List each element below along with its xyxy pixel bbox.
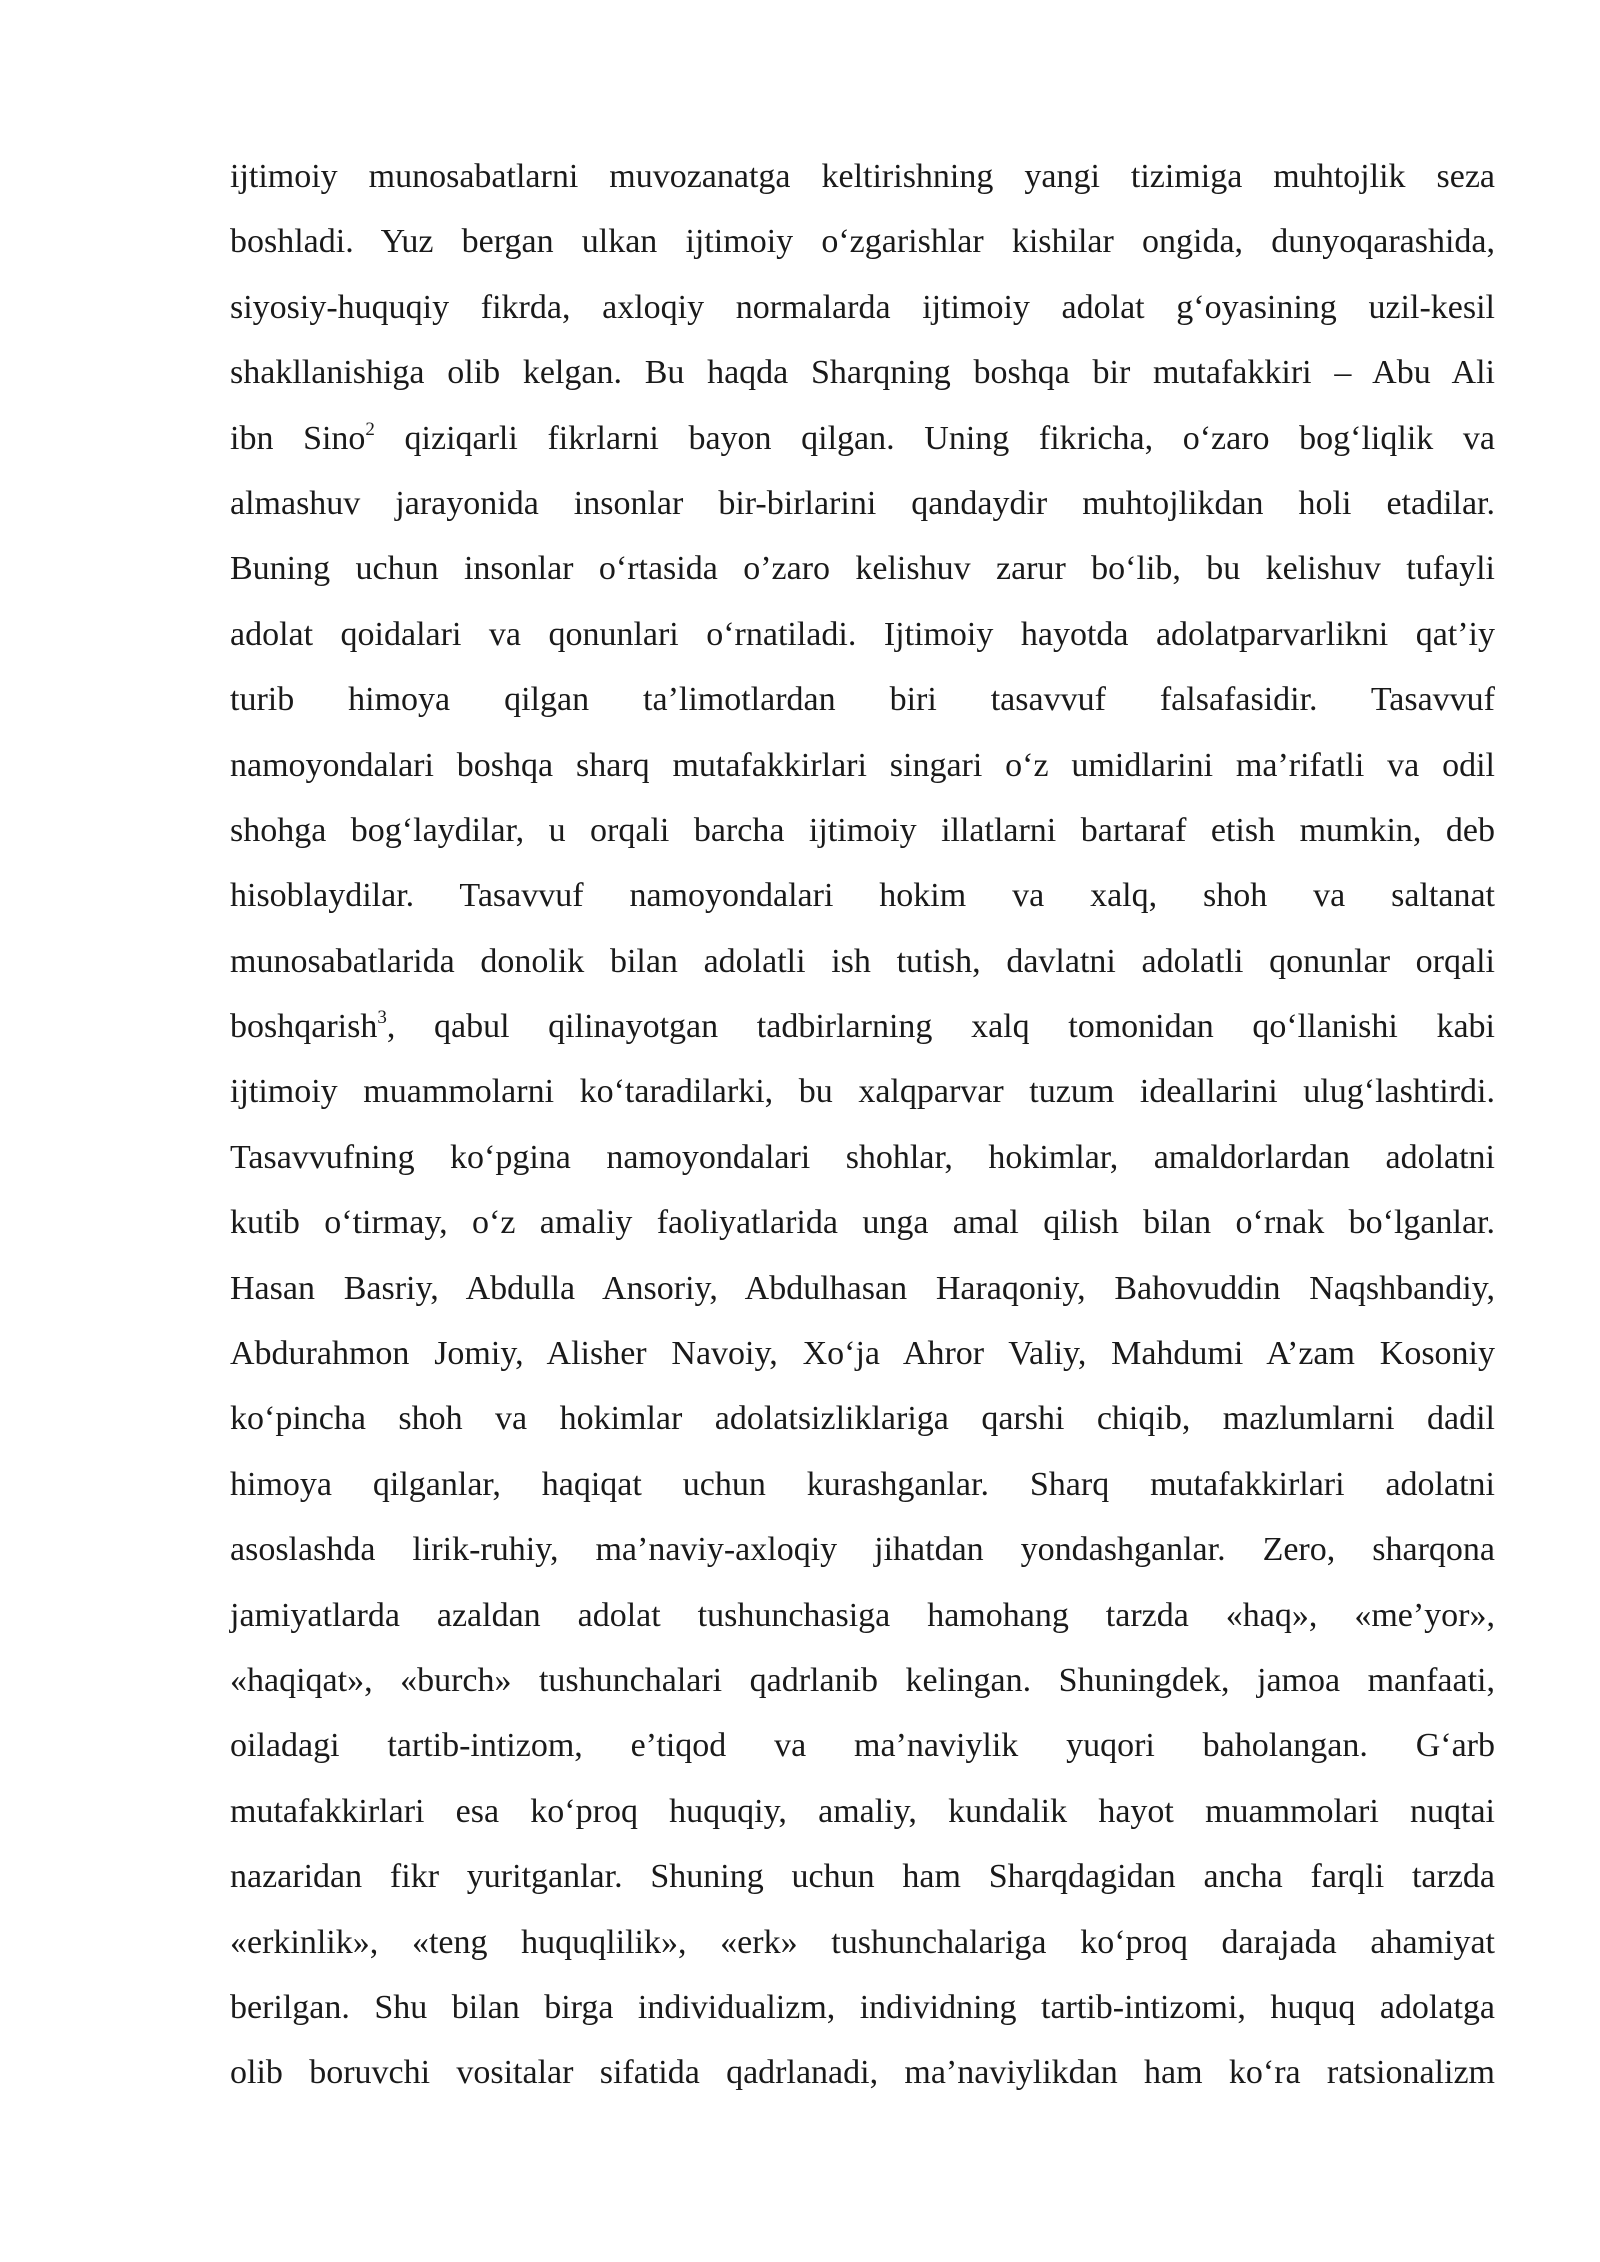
text-line: ijtimoiy muammolarni ko‘taradilarki, bu xalqparvar tuzum ideallarini ulug‘lashtirdi. — [230, 1073, 1495, 1111]
text-line: ijtimoiy munosabatlarni muvozanatga keltirishning yangi tizimiga muhtojlik seza — [230, 158, 1495, 195]
text-line: mutafakkirlari esa ko‘proq huquqiy, amaliy, kundalik hayot muammolari nuqtai — [230, 1792, 1495, 1830]
text-line: nazaridan fikr yuritganlar. Shuning uchun ham Sharqdagidan ancha farqli tarzda — [230, 1858, 1495, 1896]
text-line: ko‘pincha shoh va hokimlar adolatsizliklariga qarshi chiqib, mazlumlarni dadil — [230, 1400, 1495, 1438]
text-line: siyosiy-huquqiy fikrda, axloqiy normalarda ijtimoiy adolat g‘oyasining uzil-kesil — [230, 288, 1495, 326]
footnote-marker[interactable]: 3 — [377, 1007, 387, 1029]
text-line: kutib o‘tirmay, o‘z amaliy faoliyatlarida unga amal qilish bilan o‘rnak bo‘lganlar. — [230, 1204, 1495, 1242]
text-line: almashuv jarayonida insonlar bir-birlarini qandaydir muhtojlikdan holi etadilar. — [230, 484, 1495, 522]
text-line: oiladagi tartib-intizom, e’tiqod va ma’naviylik yuqori baholangan. G‘arb — [230, 1727, 1495, 1765]
body-paragraph — [230, 144, 1495, 2106]
text-line: Abdurahmon Jomiy, Alisher Navoiy, Xo‘ja Ahror Valiy, Mahdumi A’zam Kosoniy — [230, 1335, 1495, 1373]
text-line: jamiyatlarda azaldan adolat tushunchasiga hamohang tarzda «haq», «me’yor», — [230, 1596, 1495, 1634]
text-segment: qiziqarli fikrlarni bayon qilgan. Uning fikricha, o‘zaro bog‘liqlik va — [374, 419, 1495, 457]
text-line: Hasan Basriy, Abdulla Ansoriy, Abdulhasan Haraqoniy, Bahovuddin Naqshbandiy, — [230, 1269, 1495, 1307]
text-line: olib boruvchi vositalar sifatida qadrlanadi, ma’naviylikdan ham ko‘ra ratsionalizm — [230, 2054, 1495, 2092]
text-line: boshladi. Yuz bergan ulkan ijtimoiy o‘zgarishlar kishilar ongida, dunyoqarashida, — [230, 223, 1495, 261]
text-line: shohga bog‘laydilar, u orqali barcha ijtimoiy illatlarni bartaraf etish mumkin, deb — [230, 811, 1495, 849]
text-line: asoslashda lirik-ruhiy, ma’naviy-axloqiy jihatdan yondashganlar. Zero, sharqona — [230, 1531, 1495, 1569]
text-line — [230, 406, 1495, 471]
text-line: munosabatlarida donolik bilan adolatli ish tutish, davlatni adolatli qonunlar orqali — [230, 942, 1495, 980]
text-line: Buning uchun insonlar o‘rtasida o’zaro kelishuv zarur bo‘lib, bu kelishuv tufayli — [230, 550, 1495, 588]
text-line: shakllanishiga olib kelgan. Bu haqda Sharqning boshqa bir mutafakkiri – Abu Ali — [230, 354, 1495, 392]
text-line: «erkinlik», «teng huquqlilik», «erk» tushunchalariga ko‘proq darajada ahamiyat — [230, 1923, 1495, 1961]
text-line: namoyondalari boshqa sharq mutafakkirlari singari o‘z umidlarini ma’rifatli va odil — [230, 746, 1495, 784]
text-line: adolat qoidalari va qonunlari o‘rnatiladi. Ijtimoiy hayotda adolatparvarlikni qat’iy — [230, 615, 1495, 653]
footnote-marker[interactable]: 2 — [365, 418, 375, 440]
text-line — [230, 994, 1495, 1059]
text-segment: , qabul qilinayotgan tadbirlarning xalq tomonidan qo‘llanishi kabi — [386, 1008, 1495, 1046]
text-line: berilgan. Shu bilan birga individualizm, individning tartib-intizomi, huquq adolatga — [230, 1988, 1495, 2026]
text-line: Tasavvufning ko‘pgina namoyondalari shohlar, hokimlar, amaldorlardan adolatni — [230, 1138, 1495, 1176]
text-segment: ibn Sino — [230, 419, 366, 457]
text-line: hisoblaydilar. Tasavvuf namoyondalari hokim va xalq, shoh va saltanat — [230, 877, 1495, 915]
text-line: «haqiqat», «burch» tushunchalari qadrlanib kelingan. Shuningdek, jamoa manfaati, — [230, 1661, 1495, 1699]
text-line: himoya qilganlar, haqiqat uchun kurashganlar. Sharq mutafakkirlari adolatni — [230, 1465, 1495, 1503]
text-line: turib himoya qilgan ta’limotlardan biri tasavvuf falsafasidir. Tasavvuf — [230, 681, 1495, 719]
text-segment: boshqarish — [230, 1008, 378, 1046]
